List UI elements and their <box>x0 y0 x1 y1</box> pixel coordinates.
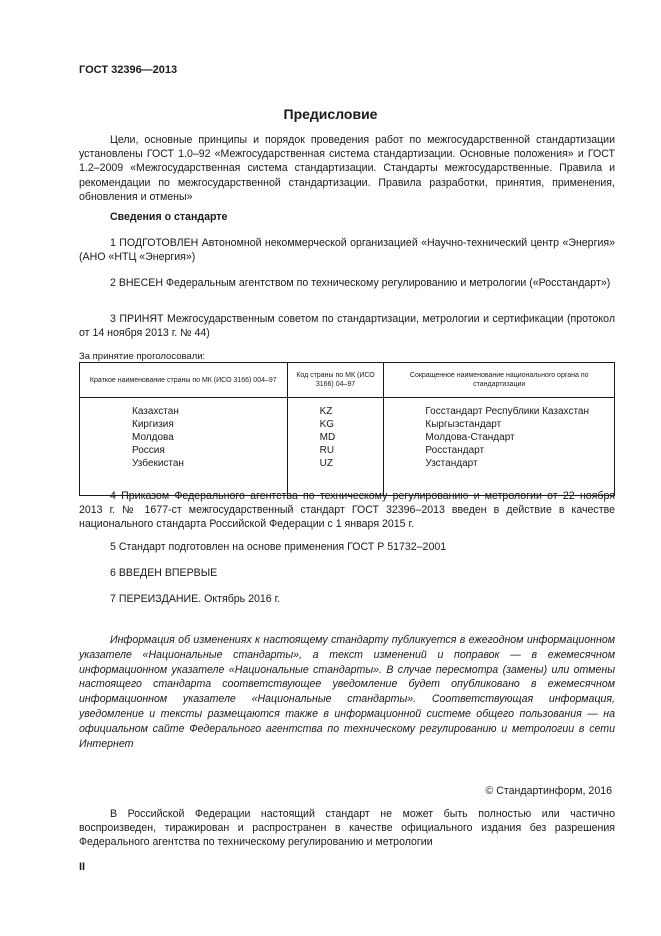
header-body: Сокращенное наименование национального органа по стандартизации <box>384 363 615 398</box>
table-cell-country: Киргизия <box>132 419 174 430</box>
page-title: Предисловие <box>283 106 378 122</box>
vote-table-header-row <box>80 363 615 398</box>
table-cell-body: Росстандарт <box>425 445 485 456</box>
table-cell-body: Госстандарт Республики Казахстан <box>425 406 589 417</box>
table-cell-country: Казахстан <box>132 406 179 417</box>
vote-table-body <box>80 398 615 496</box>
header-country: Краткое наименование страны по МК (ИСО 3166) 004–97 <box>80 363 288 398</box>
item-2-introduced: 2 ВНЕСЕН Федеральным агентством по техническому регулированию и метрологии («Росстандарт») <box>110 277 611 289</box>
vote-table <box>79 362 615 496</box>
item-6-first-introduced: 6 ВВЕДЕН ВПЕРВЫЕ <box>110 567 218 579</box>
body-list <box>384 398 615 496</box>
standard-info-heading: Сведения о стандарте <box>110 211 228 223</box>
item-1-prepared: 1 ПОДГОТОВЛЕН Автономной некоммерческой организацией «Научно-технический центр «Энергия» (АНО «НТЦ «Энергия») <box>79 237 615 264</box>
country-list <box>80 398 288 496</box>
document-code: ГОСТ 32396—2013 <box>79 64 178 76</box>
item-5-basis: 5 Стандарт подготовлен на основе применения ГОСТ Р 51732–2001 <box>110 541 447 553</box>
header-code: Код страны по МК (ИСО 3166) 04–97 <box>287 363 384 398</box>
rights-notice: В Российской Федерации настоящий стандарт не может быть полностью или частично воспроизведен, тиражирован и распространен в качестве официального издания без разрешения Федерального агентства по техническому регулированию и метрологии <box>79 808 615 849</box>
amendments-info-note: Информация об изменениях к настоящему стандарту публикуется в ежегодном информационном указателе «Национальные стандарты», а текст изменений и поправок — в ежемесячном информационном указателе «Национальные стандарты». В случае пересмотра (замены) или отмены настоящего стандарта соответствующее уведомление будет опубликовано в ежемесячном информационном указателе «Национальные стандарты». Соответствующая информация, уведомление и тексты размещаются также в информационной системе общего пользования — на официальном сайте Федерального агентства по техническому регулированию и метрологии в сети Интернет <box>79 634 615 750</box>
table-cell-country: Узбекистан <box>132 458 184 469</box>
intro-paragraph: Цели, основные принципы и порядок проведения работ по межгосударственной стандартизации установлены ГОСТ 1.0–92 «Межгосударственная система стандартизации. Основные положения» и ГОСТ 1.2–2009 «Межгосударственная система стандартизации. Стандарты межгосударственные. Правила и рекомендации по межгосударственной стандартизации. Правила разработки, принятия, применения, обновления и отмены» <box>79 134 615 203</box>
item-7-reissue: 7 ПЕРЕИЗДАНИЕ. Октябрь 2016 г. <box>110 593 281 605</box>
table-cell-code: KG <box>319 419 335 430</box>
code-list <box>287 398 384 496</box>
table-cell-body: Узстандарт <box>425 458 478 469</box>
table-cell-body: Молдова-Стандарт <box>425 432 515 443</box>
table-cell-country: Молдова <box>132 432 174 443</box>
copyright: © Стандартинформ, 2016 <box>485 785 612 797</box>
table-cell-code: UZ <box>319 458 333 469</box>
item-4-order: 4 Приказом Федерального агентства по техническому регулированию и метрологии от 22 ноября 2013 г. № 1677-ст межгосударственный стандарт ГОСТ 32396–2013 введен в действие в качестве национального стандарта Российской Федерации с 1 января 2015 г. <box>79 490 615 531</box>
table-cell-code: KZ <box>319 406 333 417</box>
table-cell-code: RU <box>319 445 335 456</box>
table-cell-body: Кыргызстандарт <box>425 419 502 430</box>
table-cell-country: Россия <box>132 445 165 456</box>
item-3-adopted: 3 ПРИНЯТ Межгосударственным советом по стандартизации, метрологии и сертификации (протокол от 14 ноября 2013 г. № 44) <box>79 313 615 340</box>
vote-label: За принятие проголосовали: <box>79 351 206 362</box>
page-number: II <box>79 861 86 873</box>
table-cell-code: MD <box>319 432 336 443</box>
